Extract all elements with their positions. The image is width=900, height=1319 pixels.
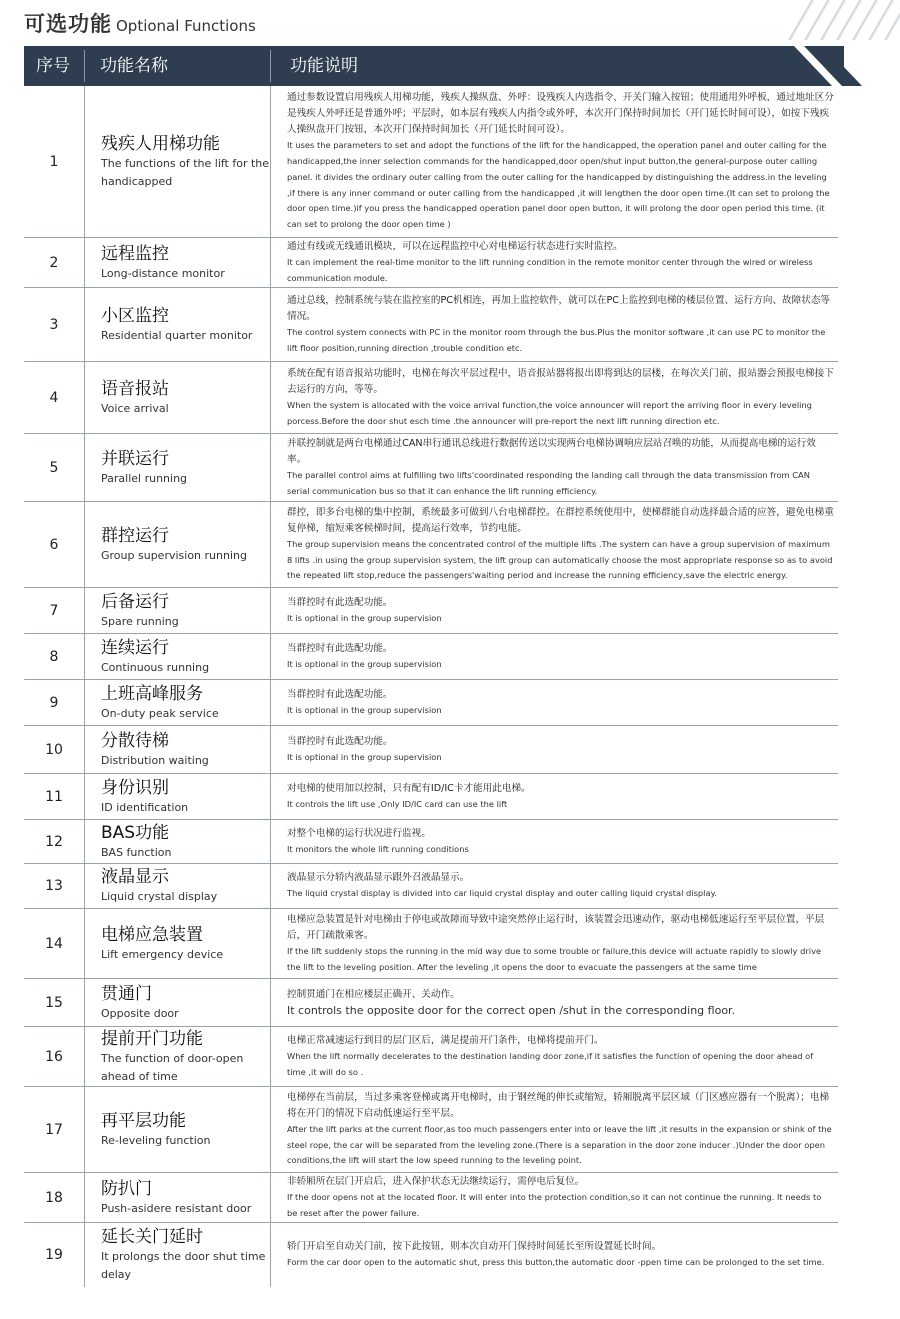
row-no: 12 xyxy=(45,833,63,850)
table-row xyxy=(24,502,838,588)
function-name-en: Continuous running xyxy=(101,660,210,674)
function-name-en: Re-leveling function xyxy=(101,1133,211,1147)
function-desc-en: When the system is allocated with the voice arrival function,the voice announcer will report the arriving floor in every leveling porcess.Before the door shut esch time .the announcer will pre-report the next lift running direction etc. xyxy=(287,399,812,426)
row-no: 16 xyxy=(45,1048,63,1065)
function-name-cn: 电梯应急装置 xyxy=(101,924,203,945)
table-header xyxy=(24,46,900,86)
function-name-cn: 贯通门 xyxy=(101,983,152,1004)
function-desc-cn: 通过总线，控制系统与装在监控室的PC机相连，再加上监控软件，就可以在PC上监控到电梯的楼层位置、运行方向、故障状态等情况。 xyxy=(287,294,831,322)
table-row xyxy=(24,726,838,774)
table-row xyxy=(24,86,838,238)
table-row xyxy=(24,634,838,680)
table-row xyxy=(24,588,838,634)
function-desc-en: It is optional in the group supervision xyxy=(287,704,442,715)
function-desc-en: The group supervision means the concentrated control of the multiple lifts .The system can have a group supervision of maximum 8 lifts .in using the group supervision system, the lift group can automatically choose the most appropriate response so as to avoid the repeated lift stop,reduce the passengers'waiting period and increase the running efficiency,save the electric energy. xyxy=(287,538,833,581)
function-name-en: Residential quarter monitor xyxy=(101,328,253,342)
function-name-en: Long-distance monitor xyxy=(101,266,225,280)
function-desc-cn: 当群控时有此选配功能。 xyxy=(287,688,393,700)
function-name-cn: 语音报站 xyxy=(101,378,169,399)
function-desc-cn: 当群控时有此选配功能。 xyxy=(287,596,393,608)
function-name-en: Push-asidere resistant door xyxy=(101,1201,252,1215)
row-no: 3 xyxy=(49,316,59,333)
row-no: 11 xyxy=(45,788,63,805)
function-name-cn: 群控运行 xyxy=(101,525,169,546)
row-no: 5 xyxy=(49,459,59,476)
function-desc-cn: 非轿厢所在层门开启后，进入保护状态无法继续运行，需停电后复位。 xyxy=(287,1175,585,1187)
header-name: 功能名称 xyxy=(100,56,168,76)
table-row xyxy=(24,238,838,288)
header-desc: 功能说明 xyxy=(290,56,358,76)
function-desc-en: It monitors the whole lift running conditions xyxy=(287,843,469,854)
function-name-en: Liquid crystal display xyxy=(101,890,218,903)
function-name-en: Group supervision running xyxy=(101,548,247,562)
table-row xyxy=(24,362,838,434)
function-name-cn: 残疾人用梯功能 xyxy=(101,133,220,154)
table-row xyxy=(24,1173,838,1223)
function-name-cn: 并联运行 xyxy=(101,448,169,469)
function-desc-en: It controls the opposite door for the correct open /shut in the corresponding floor. xyxy=(287,1003,736,1017)
table-row xyxy=(24,434,838,502)
row-no: 1 xyxy=(49,153,59,170)
row-no: 9 xyxy=(49,694,59,711)
function-desc-en: It controls the lift use ,Only ID/IC card can use the lift xyxy=(287,798,508,809)
function-desc-en: It uses the parameters to set and adopt the functions of the lift for the handicapped, the operation panel and outer calling for the handicapped,the inner selection commands for the handicapped,door open/shut input button,the general-purpose outer calling panel. it divides the ordinary outer calling from the outer calling for the handicapped by distinguishing the address.in the leveling ,if there is any inner command or outer calling from the handicapped ,it will lengthen the door open time.(It can set to prolong the door open time.)if you press the handicapped operation panel door open button, it will prolong the door open period this time. (it can set to prolong the door open time ) xyxy=(287,140,830,230)
function-name-en: ID identification xyxy=(101,800,189,814)
row-no: 8 xyxy=(49,648,59,665)
row-no: 2 xyxy=(49,254,59,271)
function-desc-en: If the lift suddenly stops the running in the mid way due to some trouble or failure,this device will actuate rapidly to slowly drive the lift to the leveling position. After the leveling ,it opens the door to evacuate the passengers at the same time xyxy=(287,945,822,972)
table-row xyxy=(24,820,838,864)
function-desc-cn: 并联控制就是两台电梯通过CAN串行通讯总线进行数据传送以实现两台电梯协调响应层站召唤的功能，从而提高电梯的运行效率。 xyxy=(287,437,816,465)
function-name-cn: 小区监控 xyxy=(101,305,169,326)
function-name-cn: 提前开门功能 xyxy=(101,1028,203,1049)
table-row xyxy=(24,774,838,820)
function-desc-cn: 电梯停在当前层，当过多乘客登梯或离开电梯时，由于钢丝绳的伸长或缩短，轿厢脱离平层区域（门区感应器有一个脱离）；电梯将在开门的情况下启动低速运行至平层。 xyxy=(287,1091,830,1119)
function-name-en: Voice arrival xyxy=(101,401,169,415)
page-title xyxy=(24,8,256,44)
function-desc-en: The liquid crystal display is divided into car liquid crystal display and outer calling liquid crystal display. xyxy=(287,888,717,899)
function-desc-en: After the lift parks at the current floor,as too much passengers enter into or leave the lift ,it results in the expansion or shink of the steel rope, the car will be separated from the leveling zone.(There is a separation in the door zone inducer .)Under the door open conditions,the lift will start the low speed running to the leveling point. xyxy=(287,1123,832,1166)
function-desc-cn: 群控，即多台电梯的集中控制，系统最多可做到八台电梯群控。在群控系统使用中，使梯群能自动选择最合适的应答，避免电梯重复停梯，缩短乘客候梯时间，提高运行效率，节约电能。 xyxy=(287,506,834,534)
header-no: 序号 xyxy=(36,56,70,76)
function-name-en: Opposite door xyxy=(101,1006,179,1020)
function-desc-cn: 轿门开启至自动关门前，按下此按钮，则本次自动开门保持时间延长至所设置延长时间。 xyxy=(287,1241,662,1253)
function-name-cn: BAS功能 xyxy=(101,822,170,843)
table-row xyxy=(24,909,838,979)
function-desc-en: The parallel control aims at fulfilling two lifts'coordinated responding the landing call through the data transmission from CAN serial communication bus so that it can enhance the lift running efficiency. xyxy=(287,469,810,496)
row-no: 15 xyxy=(45,994,63,1011)
function-desc-cn: 当群控时有此选配功能。 xyxy=(287,735,393,747)
function-name-cn: 上班高峰服务 xyxy=(101,683,203,704)
function-name-en: On-duty peak service xyxy=(101,706,219,720)
function-name-en: Lift emergency device xyxy=(101,947,224,961)
function-name-cn: 防扒门 xyxy=(101,1178,152,1199)
function-name-cn: 身份识别 xyxy=(101,777,169,798)
row-no: 17 xyxy=(45,1121,63,1138)
row-no: 18 xyxy=(45,1189,63,1206)
function-name-cn: 再平层功能 xyxy=(101,1110,186,1131)
page-title-en: Optional Functions xyxy=(116,17,256,35)
table-row xyxy=(24,288,838,362)
table-row xyxy=(24,864,838,909)
function-desc-en: It can implement the real-time monitor to the lift running condition in the remote monitor center through the wired or wireless communication module. xyxy=(287,256,813,283)
function-name-cn: 分散待梯 xyxy=(101,730,169,751)
function-name-cn: 远程监控 xyxy=(101,243,169,264)
function-desc-en: When the lift normally decelerates to the destination landing door zone,if it satisfies the function of opening the door ahead of time ,it will do so . xyxy=(287,1050,814,1077)
function-desc-en: If the door opens not at the located floor. It will enter into the protection condition,so it can not continue the running. It needs to be reset after the power failure. xyxy=(287,1191,822,1218)
page-title-cn: 可选功能 xyxy=(24,12,112,36)
corner-decoration xyxy=(780,0,900,40)
table-row xyxy=(24,1223,838,1287)
function-desc-cn: 电梯正常减速运行到目的层门区后，满足提前开门条件，电梯将提前开门。 xyxy=(287,1034,604,1046)
function-desc-en: It is optional in the group supervision xyxy=(287,658,442,669)
function-name-en: Spare running xyxy=(101,614,179,628)
function-desc-cn: 当群控时有此选配功能。 xyxy=(287,642,393,654)
function-name-en: It prolongs the door shut time delay xyxy=(101,1250,266,1281)
function-name-en: BAS function xyxy=(101,845,172,859)
function-desc-cn: 对电梯的使用加以控制，只有配有ID/IC卡才能用此电梯。 xyxy=(287,782,531,794)
row-no: 13 xyxy=(45,878,63,894)
function-desc-en: The control system connects with PC in the monitor room through the bus.Plus the monitor software ,it can use PC to monitor the lift floor position,running direction ,trouble condition etc. xyxy=(287,326,826,353)
row-no: 4 xyxy=(49,389,59,406)
function-name-cn: 后备运行 xyxy=(101,591,169,612)
row-no: 10 xyxy=(45,741,63,758)
function-desc-en: It is optional in the group supervision xyxy=(287,612,442,623)
function-desc-cn: 通过有线或无线通讯模块，可以在远程监控中心对电梯运行状态进行实时监控。 xyxy=(287,240,623,252)
function-desc-cn: 系统在配有语音报站功能时，电梯在每次平层过程中，语音报站器将报出即将到达的层楼，在每次关门前，报站器会预报电梯接下去运行的方向，等等。 xyxy=(287,367,834,395)
function-desc-en: Form the car door open to the automatic shut, press this button,the automatic door -ppen time can be prolonged to the set time. xyxy=(287,1257,825,1268)
function-name-en: The function of door-open ahead of time xyxy=(101,1051,244,1083)
table-row xyxy=(24,680,838,726)
table-row xyxy=(24,1027,838,1087)
row-no: 7 xyxy=(49,602,59,619)
row-no: 19 xyxy=(45,1247,63,1263)
function-desc-cn: 控制贯通门在相应楼层正确开、关动作。 xyxy=(287,988,460,1000)
function-desc-cn: 电梯应急装置是针对电梯由于停电或故障而导致中途突然停止运行时，该装置会迅速动作，驱动电梯低速运行至平层位置，平层后，开门疏散乘客。 xyxy=(287,913,825,941)
function-desc-cn: 对整个电梯的运行状况进行监视。 xyxy=(287,827,431,839)
function-name-cn: 延长关门延时 xyxy=(101,1227,203,1247)
function-name-en: Parallel running xyxy=(101,471,188,485)
function-desc-en: It is optional in the group supervision xyxy=(287,751,442,762)
row-no: 14 xyxy=(45,935,63,952)
function-name-en: The functions of the lift for the handicapped xyxy=(101,156,270,188)
table-row xyxy=(24,979,838,1027)
function-desc-cn: 通过参数设置启用残疾人用梯功能，残疾人操纵盘、外呼：设残疾人内选指令、开关门输入按钮；使用通用外呼板，通过地址区分是残疾人外呼还是普通外呼；平层时，如本层有残疾人内指令或外呼，本次开门保持时间加长（开门延长时间可设），如按下残疾人操纵盘开门按钮，本次开门保持时间加长（开门延长时间可设）。 xyxy=(287,92,834,136)
table-row xyxy=(24,1087,838,1173)
function-desc-cn: 液晶显示分轿内液晶显示跟外召液晶显示。 xyxy=(287,872,470,884)
row-no: 6 xyxy=(49,536,59,553)
function-name-en: Distribution waiting xyxy=(101,753,209,767)
function-name-cn: 连续运行 xyxy=(101,637,169,658)
function-name-cn: 液晶显示 xyxy=(101,867,169,887)
